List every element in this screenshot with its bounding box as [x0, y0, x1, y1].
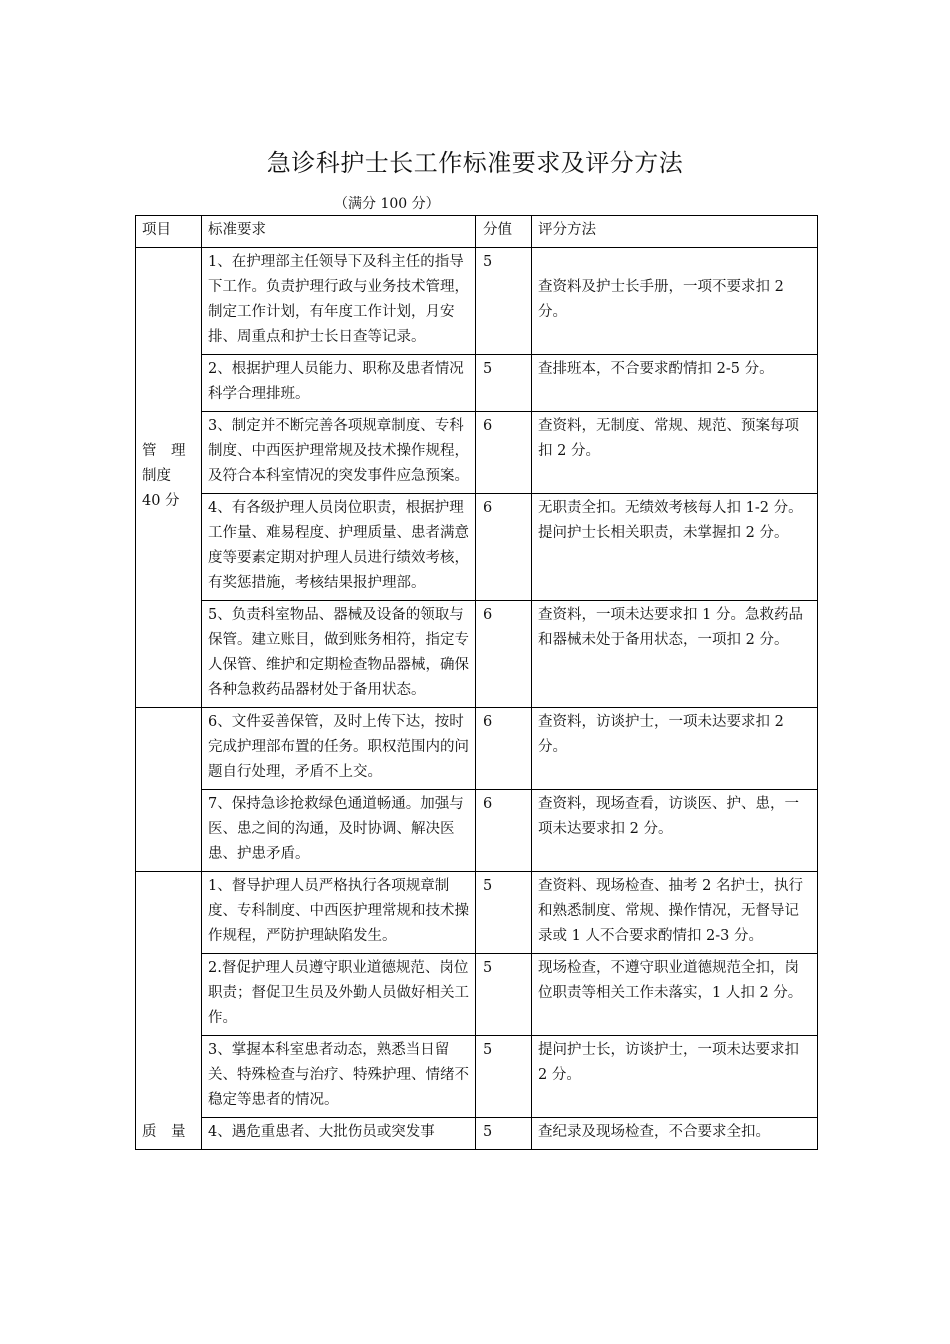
category-cell — [136, 872, 202, 1150]
header-category: 项目 — [136, 216, 202, 248]
header-requirement: 标准要求 — [202, 216, 476, 248]
method-cell: 现场检查，不遵守职业道德规范全扣，岗位职责等相关工作未落实，1 人扣 2 分。 — [532, 954, 818, 1036]
score-cell: 5 — [476, 355, 532, 412]
table-row — [136, 872, 818, 954]
score-cell: 6 — [476, 601, 532, 708]
requirement-cell: 2、根据护理人员能力、职称及患者情况科学合理排班。 — [202, 355, 476, 412]
requirement-cell: 4、有各级护理人员岗位职责，根据护理工作量、难易程度、护理质量、患者满意度等要素定期对护理人员进行绩效考核，有奖惩措施，考核结果报护理部。 — [202, 494, 476, 601]
table-row — [136, 494, 818, 601]
table-row — [136, 1118, 818, 1150]
method-cell: 无职责全扣。无绩效考核每人扣 1-2 分。提问护士长相关职责，未掌握扣 2 分。 — [532, 494, 818, 601]
requirement-cell: 2.督促护理人员遵守职业道德规范、岗位职责；督促卫生员及外勤人员做好相关工作。 — [202, 954, 476, 1036]
requirement-cell: 3、制定并不断完善各项规章制度、专科制度、中西医护理常规及技术操作规程，及符合本科室情况的突发事件应急预案。 — [202, 412, 476, 494]
score-cell: 5 — [476, 954, 532, 1036]
table-row — [136, 1036, 818, 1118]
score-cell: 5 — [476, 1118, 532, 1150]
table-row — [136, 954, 818, 1036]
method-cell: 查排班本，不合要求酌情扣 2-5 分。 — [532, 355, 818, 412]
table-row — [136, 355, 818, 412]
requirement-cell: 5、负责科室物品、器械及设备的领取与保管。建立账目，做到账务相符，指定专人保管、维护和定期检查物品器械，确保各种急救药品器材处于备用状态。 — [202, 601, 476, 708]
requirement-cell: 3、掌握本科室患者动态，熟悉当日留关、特殊检查与治疗、特殊护理、情绪不稳定等患者的情况。 — [202, 1036, 476, 1118]
score-cell: 6 — [476, 412, 532, 494]
method-cell: 查资料、现场检查、抽考 2 名护士，执行和熟悉制度、常规、操作情况，无督导记录或 1 人不合要求酌情扣 2-3 分。 — [532, 872, 818, 954]
header-method: 评分方法 — [532, 216, 818, 248]
page-subtitle: （满分 100 分） — [334, 196, 440, 212]
category-cell — [136, 248, 202, 708]
score-cell: 5 — [476, 248, 532, 355]
category-cell-empty — [136, 708, 202, 872]
method-cell: 查资料，无制度、常规、规范、预案每项扣 2 分。 — [532, 412, 818, 494]
score-cell: 5 — [476, 1036, 532, 1118]
requirement-cell: 6、文件妥善保管，及时上传下达，按时完成护理部布置的任务。职权范围内的问题自行处理，矛盾不上交。 — [202, 708, 476, 790]
score-cell: 6 — [476, 790, 532, 872]
score-cell: 5 — [476, 872, 532, 954]
table-row — [136, 248, 818, 355]
method-cell: 查资料，现场查看，访谈医、护、患，一项未达要求扣 2 分。 — [532, 790, 818, 872]
method-cell: 查资料，一项未达要求扣 1 分。急救药品和器械未处于备用状态，一项扣 2 分。 — [532, 601, 818, 708]
requirement-cell: 4、遇危重患者、大批伤员或突发事 — [202, 1118, 476, 1150]
table-row — [136, 601, 818, 708]
table-row — [136, 790, 818, 872]
category-label: 质 量 — [142, 1124, 186, 1140]
table-header-row — [136, 216, 818, 248]
score-cell: 6 — [476, 494, 532, 601]
table-row — [136, 412, 818, 494]
scoring-table — [135, 215, 818, 1150]
category-label: 管 理 制度 40 分 — [142, 443, 186, 509]
table-row — [136, 708, 818, 790]
page-title: 急诊科护士长工作标准要求及评分方法 — [266, 149, 684, 177]
method-cell: 提问护士长，访谈护士，一项未达要求扣 2 分。 — [532, 1036, 818, 1118]
method-cell: 查资料及护士长手册，一项不要求扣 2 分。 — [532, 248, 818, 355]
requirement-cell: 7、保持急诊抢救绿色通道畅通。加强与医、患之间的沟通，及时协调、解决医患、护患矛盾。 — [202, 790, 476, 872]
method-cell: 查资料，访谈护士，一项未达要求扣 2 分。 — [532, 708, 818, 790]
requirement-cell: 1、在护理部主任领导下及科主任的指导下工作。负责护理行政与业务技术管理，制定工作计划，有年度工作计划，月安排、周重点和护士长日查等记录。 — [202, 248, 476, 355]
score-cell: 6 — [476, 708, 532, 790]
header-score: 分值 — [476, 216, 532, 248]
method-cell: 查纪录及现场检查，不合要求全扣。 — [532, 1118, 818, 1150]
requirement-cell: 1、督导护理人员严格执行各项规章制度、专科制度、中西医护理常规和技术操作规程，严防护理缺陷发生。 — [202, 872, 476, 954]
